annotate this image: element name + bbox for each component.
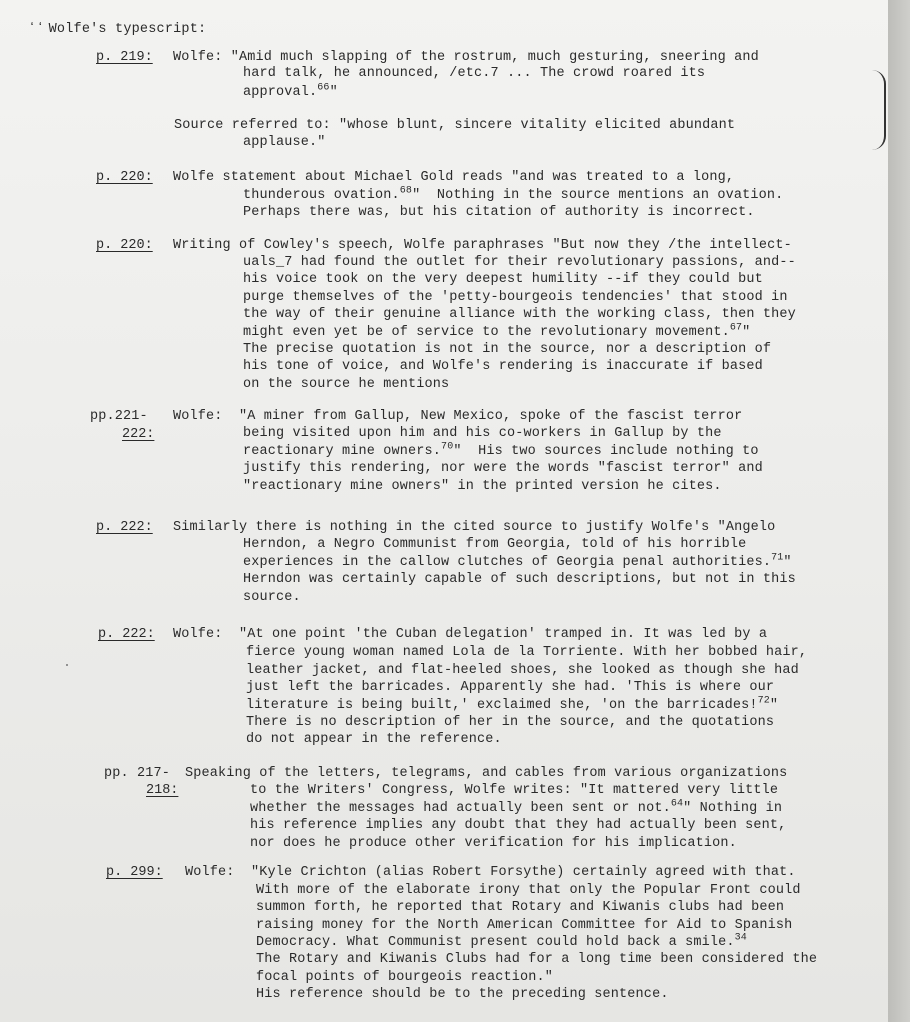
entry-line: to the Writers' Congress, Wolfe writes: "It mattered very little [250, 783, 779, 798]
footnote-number: 68 [399, 185, 413, 197]
entry-line-with-footnote [243, 185, 784, 204]
entry-line: With more of the elaborate irony that only the Popular Front could [256, 883, 801, 898]
entry-line: justify this rendering, nor were the words "fascist terror" and [243, 461, 763, 476]
page-ref: p. 299: [106, 865, 163, 880]
entry-line: nor does he produce other verification for his implication. [250, 836, 737, 851]
entry-line-text: literature is being built,' exclaimed she, 'on the barricades! [246, 698, 758, 713]
entry-line: focal points of bourgeois reaction." [256, 970, 554, 985]
entry-line: the way of their genuine alliance with the working class, then they [243, 307, 796, 322]
entry-line-with-footnote [246, 695, 779, 714]
entry-line: Wolfe statement about Michael Gold reads "and was treated to a long, [173, 170, 735, 185]
entry-line-with-footnote [256, 932, 747, 951]
entry-line-text: reactionary mine owners. [243, 444, 442, 459]
entry-line: Wolfe: "A miner from Gallup, New Mexico, spoke of the fascist terror [173, 409, 743, 424]
entry-line: The precise quotation is not in the source, nor a description of [243, 342, 772, 357]
entry-line: Wolfe: "Kyle Crichton (alias Robert Forsythe) certainly agreed with that. [185, 865, 796, 880]
entry-line: fierce young woman named Lola de la Torriente. With her bobbed hair, [246, 645, 808, 660]
entry-line: "reactionary mine owners" in the printed version he cites. [243, 479, 722, 494]
entry-line-text: experiences in the callow clutches of Georgia penal authorities. [243, 555, 772, 570]
entry-line: Wolfe: "Amid much slapping of the rostrum, much gesturing, sneering and [173, 50, 759, 65]
entry-line: raising money for the North American Committee for Aid to Spanish [256, 918, 793, 933]
page-ref: pp. 217- [104, 766, 171, 781]
entry-line-tail: " His two sources include nothing to [453, 444, 759, 459]
footnote-number: 34 [734, 932, 747, 944]
entry-line-text: thunderous ovation. [243, 188, 400, 203]
entry-line-tail: " Nothing in [683, 801, 783, 816]
entry-line: just left the barricades. Apparently she had. 'This is where our [246, 680, 775, 695]
page-edge-shadow [888, 0, 910, 1022]
entry-line: do not appear in the reference. [246, 732, 502, 747]
entry-line-tail: " [783, 555, 792, 570]
page-ref: p. 222: [96, 520, 153, 535]
entry-line-with-footnote [250, 798, 783, 817]
footnote-number: 66 [317, 82, 330, 94]
entry-line: Similarly there is nothing in the cited source to justify Wolfe's "Angelo [173, 520, 776, 535]
entry-line-tail: " [769, 698, 779, 713]
entry-line-with-footnote [243, 322, 751, 341]
handwritten-bracket-mark [872, 70, 886, 150]
entry-line: Wolfe: "At one point 'the Cuban delegation' tramped in. It was led by a [173, 627, 768, 642]
entry-line: purge themselves of the 'petty-bourgeois tendencies' that stood in [243, 290, 788, 305]
entry-line-text: might even yet be of service to the revolutionary movement. [243, 325, 730, 340]
page-heading [28, 22, 206, 37]
entry-line-with-footnote [243, 82, 338, 101]
entry-line: Writing of Cowley's speech, Wolfe paraphrases "But now they /the intellect- [173, 238, 792, 253]
entry-line: source. [243, 590, 301, 605]
entry-line-tail: " [742, 325, 751, 340]
entry-line-with-footnote [243, 552, 792, 571]
footnote-number: 72 [757, 695, 770, 707]
entry-line: Herndon was certainly capable of such descriptions, but not in this [243, 572, 796, 587]
entry-line-text: Democracy. What Communist present could hold back a smile. [256, 935, 735, 950]
paper-speck [66, 664, 68, 666]
page-ref: p. 222: [98, 627, 155, 642]
entry-line-text: approval. [243, 85, 318, 100]
footnote-number: 71 [771, 552, 784, 564]
stray-marks: ʻʻ [28, 22, 45, 37]
entry-line: The Rotary and Kiwanis Clubs had for a long time been considered the [256, 952, 818, 967]
entry-line: on the source he mentions [243, 377, 450, 392]
entry-line: Perhaps there was, but his citation of authority is incorrect. [243, 205, 755, 220]
page-ref: p. 219: [96, 50, 153, 65]
entry-line: hard talk, he announced, /etc.7 ... The crowd roared its [243, 66, 706, 81]
entry-line: summon forth, he reported that Rotary and Kiwanis clubs had been [256, 900, 785, 915]
entry-line: his voice took on the very deepest humility --if they could but [243, 272, 763, 287]
entry-line: leather jacket, and flat-heeled shoes, she looked as though she had [246, 663, 799, 678]
page-ref: p. 220: [96, 170, 153, 185]
entry-line-tail: " Nothing in the source mentions an ovation. [412, 188, 784, 203]
page-ref-continued: 218: [146, 783, 179, 798]
entry-line: being visited upon him and his co-workers in Gallup by the [243, 426, 722, 441]
heading-text: Wolfe's typescript: [48, 22, 207, 37]
entry-line: his tone of voice, and Wolfe's rendering is inaccurate if based [243, 359, 763, 374]
entry-line-text: whether the messages had actually been sent or not. [250, 801, 671, 816]
entry-line: His reference should be to the preceding sentence. [256, 987, 669, 1002]
entry-line: applause." [243, 135, 326, 150]
entry-line: his reference implies any doubt that they had actually been sent, [250, 818, 787, 833]
entry-line: Herndon, a Negro Communist from Georgia, told of his horrible [243, 537, 747, 552]
footnote-number: 70 [441, 441, 454, 453]
page-ref-continued: 222: [122, 427, 155, 442]
footnote-number: 67 [729, 322, 743, 334]
entry-line-tail: " [329, 85, 338, 100]
page-ref: pp.221- [90, 409, 148, 424]
entry-line: There is no description of her in the source, and the quotations [246, 715, 775, 730]
footnote-number: 64 [670, 798, 684, 810]
entry-line: Source referred to: "whose blunt, sincere vitality elicited abundant [174, 118, 736, 133]
entry-line: uals_7 had found the outlet for their revolutionary passions, and-- [243, 255, 796, 270]
entry-line: Speaking of the letters, telegrams, and cables from various organizations [185, 766, 788, 781]
page-ref: p. 220: [96, 238, 153, 253]
entry-line-with-footnote [243, 441, 759, 460]
